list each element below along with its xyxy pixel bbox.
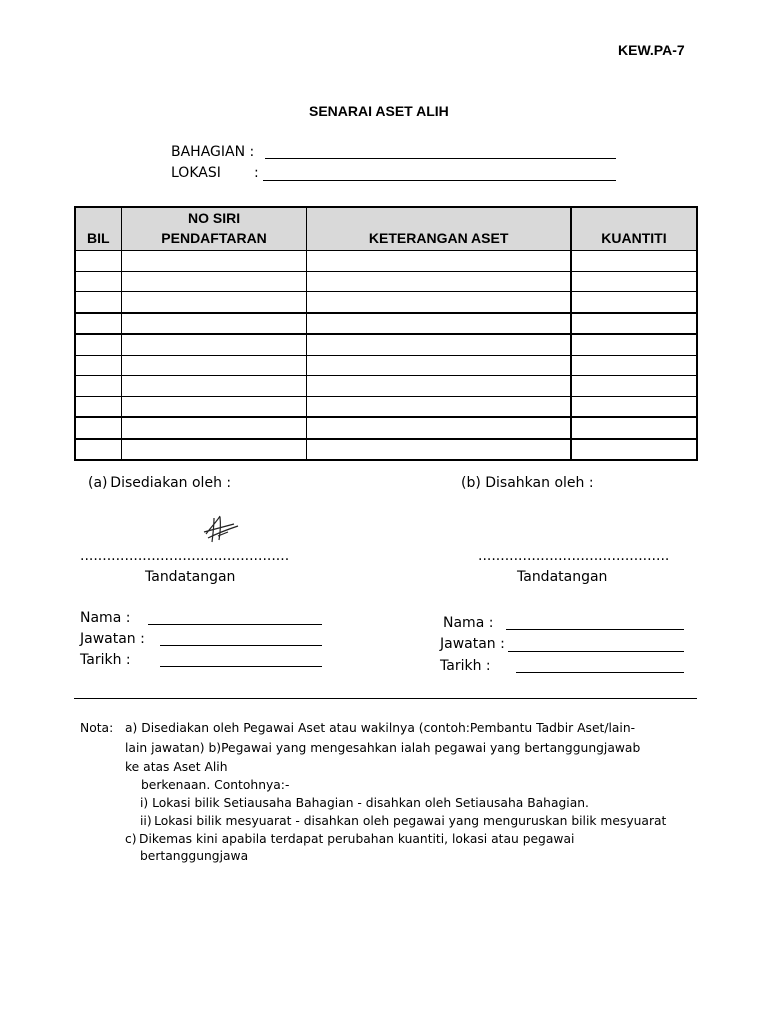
nota-line-4: berkenaan. Contohnya:- — [141, 778, 290, 792]
nama-field-a[interactable] — [148, 624, 322, 625]
cell-bil[interactable] — [75, 417, 121, 439]
jawatan-label-a: Jawatan : — [80, 631, 145, 647]
table-row — [75, 313, 697, 335]
cell-keterangan[interactable] — [307, 334, 571, 355]
header-bil: BIL — [75, 207, 121, 251]
cell-no-siri[interactable] — [121, 334, 307, 355]
cell-no-siri[interactable] — [121, 251, 307, 272]
cell-keterangan[interactable] — [307, 376, 571, 397]
table-row — [75, 334, 697, 355]
nota-line-6: ii) Lokasi bilik mesyuarat - disahkan oleh pegawai yang menguruskan bilik mesyuarat — [140, 814, 667, 828]
header-keterangan: KETERANGAN ASET — [307, 207, 571, 251]
cell-bil[interactable] — [75, 292, 121, 313]
page-title: SENARAI ASET ALIH — [309, 103, 449, 119]
nota-label: Nota: — [80, 721, 114, 735]
cell-bil[interactable] — [75, 355, 121, 376]
table-row — [75, 251, 697, 272]
disahkan-label: (b) Disahkan oleh : — [461, 475, 594, 491]
cell-bil[interactable] — [75, 313, 121, 335]
bahagian-label: BAHAGIAN : — [171, 144, 255, 160]
header-no-siri-line2: PENDAFTARAN — [161, 230, 267, 246]
cell-kuantiti[interactable] — [571, 334, 697, 355]
divider — [74, 698, 697, 699]
cell-keterangan[interactable] — [307, 313, 571, 335]
nama-label-a: Nama : — [80, 610, 131, 626]
jawatan-label-b: Jawatan : — [440, 636, 505, 652]
table-row — [75, 439, 697, 461]
cell-kuantiti[interactable] — [571, 251, 697, 272]
cell-bil[interactable] — [75, 396, 121, 417]
table-row — [75, 292, 697, 313]
table-row — [75, 417, 697, 439]
cell-bil[interactable] — [75, 334, 121, 355]
cell-kuantiti[interactable] — [571, 376, 697, 397]
cell-keterangan[interactable] — [307, 439, 571, 461]
nota-line-8: bertanggungjawa — [140, 849, 249, 863]
cell-no-siri[interactable] — [121, 271, 307, 292]
signature-image — [200, 512, 242, 546]
cell-keterangan[interactable] — [307, 355, 571, 376]
cell-kuantiti[interactable] — [571, 313, 697, 335]
cell-no-siri[interactable] — [121, 417, 307, 439]
signature-line-b[interactable]: ........................................... — [478, 548, 670, 564]
nama-field-b[interactable] — [506, 629, 684, 630]
cell-bil[interactable] — [75, 439, 121, 461]
nota-line-2: lain jawatan) b)Pegawai yang mengesahkan ialah pegawai yang bertanggungjawab — [125, 741, 641, 755]
cell-bil[interactable] — [75, 251, 121, 272]
header-kuantiti: KUANTITI — [571, 207, 697, 251]
nota-line-5: i) Lokasi bilik Setiausaha Bahagian - disahkan oleh Setiausaha Bahagian. — [140, 796, 589, 810]
nota-line-7: c) Dikemas kini apabila terdapat perubahan kuantiti, lokasi atau pegawai — [125, 832, 575, 846]
lokasi-field[interactable] — [263, 180, 616, 181]
cell-bil[interactable] — [75, 376, 121, 397]
disediakan-label: (a) Disediakan oleh : — [88, 475, 232, 491]
cell-kuantiti[interactable] — [571, 271, 697, 292]
cell-kuantiti[interactable] — [571, 355, 697, 376]
tarikh-field-b[interactable] — [516, 672, 684, 673]
cell-keterangan[interactable] — [307, 417, 571, 439]
form-code: KEW.PA-7 — [618, 42, 685, 58]
cell-no-siri[interactable] — [121, 355, 307, 376]
nota-line-1: a) Disediakan oleh Pegawai Aset atau wakilnya (contoh:Pembantu Tadbir Aset/lain- — [125, 721, 636, 735]
table-header-row — [75, 207, 697, 251]
lokasi-colon: : — [254, 165, 259, 181]
cell-kuantiti[interactable] — [571, 439, 697, 461]
jawatan-field-a[interactable] — [160, 645, 322, 646]
bahagian-field[interactable] — [265, 158, 616, 159]
cell-kuantiti[interactable] — [571, 417, 697, 439]
tarikh-field-a[interactable] — [160, 666, 322, 667]
tandatangan-caption-b: Tandatangan — [517, 569, 608, 585]
header-no-siri-line1: NO SIRI — [187, 210, 241, 226]
cell-kuantiti[interactable] — [571, 396, 697, 417]
header-no-siri — [121, 207, 307, 251]
tandatangan-caption-a: Tandatangan — [145, 569, 236, 585]
cell-keterangan[interactable] — [307, 292, 571, 313]
table-row — [75, 396, 697, 417]
tarikh-label-a: Tarikh : — [80, 652, 131, 668]
cell-no-siri[interactable] — [121, 313, 307, 335]
jawatan-field-b[interactable] — [508, 651, 684, 652]
cell-kuantiti[interactable] — [571, 292, 697, 313]
cell-no-siri[interactable] — [121, 292, 307, 313]
signature-line-a[interactable]: ............................................... — [80, 548, 290, 564]
table-row — [75, 355, 697, 376]
cell-no-siri[interactable] — [121, 376, 307, 397]
cell-keterangan[interactable] — [307, 251, 571, 272]
nota-line-3: ke atas Aset Alih — [125, 760, 228, 774]
lokasi-label: LOKASI — [171, 165, 221, 181]
cell-no-siri[interactable] — [121, 439, 307, 461]
table-row — [75, 376, 697, 397]
cell-keterangan[interactable] — [307, 396, 571, 417]
asset-table — [74, 206, 698, 461]
cell-bil[interactable] — [75, 271, 121, 292]
table-row — [75, 271, 697, 292]
tarikh-label-b: Tarikh : — [440, 658, 491, 674]
cell-keterangan[interactable] — [307, 271, 571, 292]
cell-no-siri[interactable] — [121, 396, 307, 417]
nama-label-b: Nama : — [443, 615, 494, 631]
